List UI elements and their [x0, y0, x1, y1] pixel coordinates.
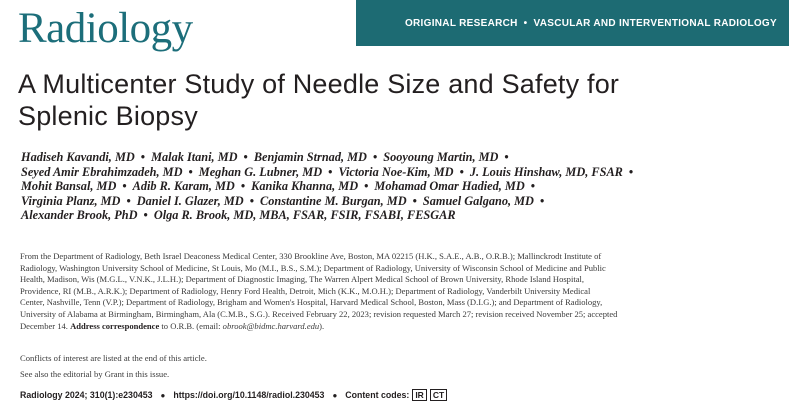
- author-name: Benjamin Strnad, MD: [253, 150, 367, 164]
- author-name: Seyed Amir Ebrahimzadeh, MD: [21, 164, 183, 179]
- author-name: J. Louis Hinshaw, MD, FSAR: [469, 164, 623, 179]
- banner-section: VASCULAR AND INTERVENTIONAL RADIOLOGY: [533, 17, 777, 29]
- author-name: Victoria Noe-Kim, MD: [338, 164, 454, 179]
- author-line-1: Hadiseh Kavandi, MD • Malak Itani, MD • Benjamin Strnad, MD • Sooyoung Martin, MD •: [21, 150, 509, 164]
- affiliation-line: University of Alabama at Birmingham, Birmingham, Ala (C.M.B., S.G.). Received February 22, 2023; revision requested March 27; revision received November 25; accepted: [20, 308, 618, 319]
- section-banner: [356, 0, 789, 46]
- journal-logo: Radiology: [18, 5, 193, 52]
- affiliation-line: Radiology, Washington University School of Medicine, St Louis, Mo (M.I., B.S., S.M.); Department of Radiology, University of Wisconsin School of Medicine and Public: [20, 262, 606, 273]
- editorial-note: See also the editorial by Grant in this issue.: [20, 369, 170, 379]
- author-name: Constantine M. Burgan, MD: [260, 193, 407, 208]
- article-title-line-2: Splenic Biopsy: [18, 101, 198, 131]
- doi-link[interactable]: https://doi.org/10.1148/radiol.230453: [173, 390, 325, 400]
- article-title: [18, 68, 758, 132]
- article-title-line-1: A Multicenter Study of Needle Size and Safety for: [18, 69, 620, 99]
- affiliation-line: Providence, RI (M.B., A.R.K.); Department of Radiology, Henry Ford Health, Detroit, Mich (K.K., M.O.H.); Department of Radiology, Vanderbilt University Medical: [20, 285, 591, 296]
- author-name: Mohit Bansal, MD: [21, 179, 117, 194]
- affiliation-line-correspondence: December 14. Address correspondence to O.R.B. (email: obrook@bidmc.harvard.edu).: [20, 320, 325, 331]
- correspondence-label: Address correspondence: [70, 320, 160, 331]
- author-name: Kanika Khanna, MD: [251, 179, 359, 194]
- author-name: Daniel I. Glazer, MD: [136, 193, 244, 208]
- content-code-ir: IR: [412, 389, 427, 401]
- author-name: Hadiseh Kavandi, MD: [21, 150, 135, 164]
- author-name: Sooyoung Martin, MD: [383, 150, 499, 164]
- author-name: Adib R. Karam, MD: [132, 179, 235, 194]
- author-line-5: Alexander Brook, PhD • Olga R. Brook, MD, MBA, FSAR, FSIR, FSABI, FESGAR: [21, 208, 456, 223]
- affiliations: [20, 251, 772, 332]
- correspondence-email[interactable]: obrook@bidmc.harvard.edu: [222, 320, 320, 331]
- author-name: Olga R. Brook, MD, MBA, FSAR, FSIR, FSABI, FESGAR: [153, 208, 456, 223]
- citation-reference: Radiology 2024; 310(1):e230453: [20, 390, 153, 400]
- author-name: Virginia Planz, MD: [21, 193, 121, 208]
- author-name: Alexander Brook, PhD: [21, 208, 138, 223]
- conflicts-note: Conflicts of interest are listed at the end of this article.: [20, 353, 207, 363]
- author-line-4: Virginia Planz, MD • Daniel I. Glazer, MD • Constantine M. Burgan, MD • Samuel Galgano, MD •: [21, 193, 545, 208]
- banner-separator: •: [523, 17, 528, 29]
- author-line-3: Mohit Bansal, MD • Adib R. Karam, MD • Kanika Khanna, MD • Mohamad Omar Hadied, MD •: [21, 179, 536, 194]
- affiliation-line: Health, Madison, Wis (M.G.L., V.N.K., J.L.H.); Department of Diagnostic Imaging, The Warren Alpert Medical School of Brown University, Rhode Island Hospital,: [20, 274, 585, 285]
- author-name: Samuel Galgano, MD: [422, 193, 534, 208]
- citation-line: Radiology 2024; 310(1):e230453 ● https://doi.org/10.1148/radiol.230453 ● Content codes: IR CT: [20, 389, 447, 401]
- author-name: Meghan G. Lubner, MD: [198, 164, 323, 179]
- author-list: [21, 150, 761, 223]
- affiliation-line: Center, Nashville, Tenn (V.P.); Department of Radiology, Brigham and Women's Hospital, Harvard Medical School, Boston, Mass (D.I.G.); and Department of Radiology,: [20, 297, 603, 308]
- affiliation-line: From the Department of Radiology, Beth Israel Deaconess Medical Center, 330 Brookline Ave, Boston, MA 02215 (H.K., S.A.E., A.B., O.R.B.); Mallinckrodt Institute of: [20, 251, 602, 261]
- content-code-ct: CT: [430, 389, 447, 401]
- author-line-2: Seyed Amir Ebrahimzadeh, MD • Meghan G. Lubner, MD • Victoria Noe-Kim, MD • J. Louis Hinshaw, MD, FSAR •: [21, 164, 634, 179]
- author-name: Mohamad Omar Hadied, MD: [374, 179, 525, 194]
- banner-article-type: ORIGINAL RESEARCH: [404, 17, 518, 29]
- content-codes-label: Content codes:: [345, 390, 410, 400]
- author-name: Malak Itani, MD: [151, 150, 238, 164]
